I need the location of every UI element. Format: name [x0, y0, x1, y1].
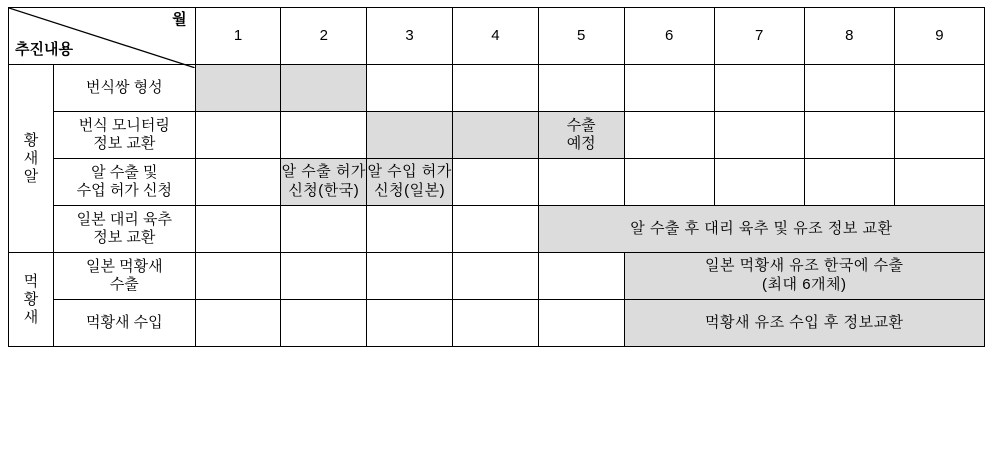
cell-r4-m1 [195, 206, 281, 253]
bar-text-line1: 알 수입 허가 [367, 163, 452, 181]
cell-r2-m6 [624, 112, 714, 159]
cell-r5-m1 [195, 253, 281, 300]
cell-r3-m9 [894, 159, 984, 206]
cell-r5-m2 [281, 253, 367, 300]
cell-r3-m8 [804, 159, 894, 206]
cell-r3-m4 [452, 159, 538, 206]
row-item-label-egg-export-permit [54, 159, 196, 206]
table-row [9, 206, 985, 253]
cell-r2-m8 [804, 112, 894, 159]
cell-r1-m4 [452, 65, 538, 112]
group-label-black-stork: 먹 황 새 [9, 253, 54, 347]
cell-r5-m3 [367, 253, 453, 300]
header-corner-cell [9, 8, 196, 65]
cell-r1-m8 [804, 65, 894, 112]
row-item-line2: 수업 허가 신청 [76, 182, 172, 199]
bar-text-line2: 예정 [566, 135, 596, 152]
cell-r5-m5 [538, 253, 624, 300]
bar-egg-import-permit-japan [367, 159, 453, 206]
bar-text-line2: 신청(일본) [374, 182, 446, 199]
month-header-3: 3 [367, 8, 453, 65]
cell-r3-m5 [538, 159, 624, 206]
cell-r5-m4 [452, 253, 538, 300]
table-row [9, 253, 985, 300]
cell-r2-m3 [367, 112, 453, 159]
cell-r1-m3 [367, 65, 453, 112]
cell-r1-m9 [894, 65, 984, 112]
table-header-row [9, 8, 985, 65]
row-item-label-breeding-monitoring [54, 112, 196, 159]
month-header-4: 4 [452, 8, 538, 65]
cell-r6-m5 [538, 300, 624, 347]
cell-r1-m7 [714, 65, 804, 112]
month-header-2: 2 [281, 8, 367, 65]
cell-r3-m7 [714, 159, 804, 206]
cell-r6-m2 [281, 300, 367, 347]
month-header-1: 1 [195, 8, 281, 65]
cell-r6-m1 [195, 300, 281, 347]
schedule-sheet [0, 7, 993, 459]
row-item-label-breeding-pair: 번식쌍 형성 [54, 65, 196, 112]
row-item-label-japan-foster-rearing [54, 206, 196, 253]
cell-r1-m5 [538, 65, 624, 112]
table-row [9, 159, 985, 206]
bar-black-stork-import-info-exchange: 먹황새 유조 수입 후 정보교환 [624, 300, 984, 347]
cell-r2-m1 [195, 112, 281, 159]
bar-egg-export-permit-korea [281, 159, 367, 206]
cell-r4-m3 [367, 206, 453, 253]
cell-r6-m4 [452, 300, 538, 347]
table-row [9, 300, 985, 347]
row-item-line1: 알 수출 및 [91, 164, 158, 181]
month-header-7: 7 [714, 8, 804, 65]
bar-export-scheduled [538, 112, 624, 159]
row-item-line1: 일본 먹황새 [86, 258, 163, 275]
cell-r6-m3 [367, 300, 453, 347]
cell-r2-m7 [714, 112, 804, 159]
row-item-line2: 수출 [109, 276, 139, 293]
month-header-8: 8 [804, 8, 894, 65]
row-item-label-japan-black-stork-export [54, 253, 196, 300]
cell-r2-m4 [452, 112, 538, 159]
row-item-line2: 정보 교환 [93, 229, 156, 246]
header-task-label: 추진내용 [15, 41, 73, 58]
cell-r1-m6 [624, 65, 714, 112]
bar-text-line1: 수출 [566, 117, 596, 134]
cell-r4-m4 [452, 206, 538, 253]
group-label-stork-egg: 황 새 알 [9, 65, 54, 253]
cell-r2-m9 [894, 112, 984, 159]
cell-r1-m2 [281, 65, 367, 112]
bar-egg-export-foster-info-exchange: 알 수출 후 대리 육추 및 유조 정보 교환 [538, 206, 984, 253]
header-month-label: 월 [172, 11, 187, 28]
row-item-label-black-stork-import: 먹황새 수입 [54, 300, 196, 347]
cell-r3-m1 [195, 159, 281, 206]
bar-text-line2: 신청(한국) [288, 182, 360, 199]
bar-text-line2: (최대 6개체) [762, 276, 847, 293]
table-row [9, 112, 985, 159]
bar-text-line1: 알 수출 허가 [281, 163, 366, 181]
schedule-table [8, 7, 985, 347]
cell-r1-m1 [195, 65, 281, 112]
month-header-6: 6 [624, 8, 714, 65]
row-item-line1: 일본 대리 육추 [76, 211, 172, 228]
bar-text-line1: 일본 먹황새 유조 한국에 수출 [705, 257, 904, 275]
cell-r3-m6 [624, 159, 714, 206]
month-header-5: 5 [538, 8, 624, 65]
bar-japan-black-stork-juvenile-export [624, 253, 984, 300]
month-header-9: 9 [894, 8, 984, 65]
row-item-line1: 번식 모니터링 [78, 117, 170, 134]
cell-r4-m2 [281, 206, 367, 253]
row-item-line2: 정보 교환 [93, 135, 156, 152]
cell-r2-m2 [281, 112, 367, 159]
table-row [9, 65, 985, 112]
